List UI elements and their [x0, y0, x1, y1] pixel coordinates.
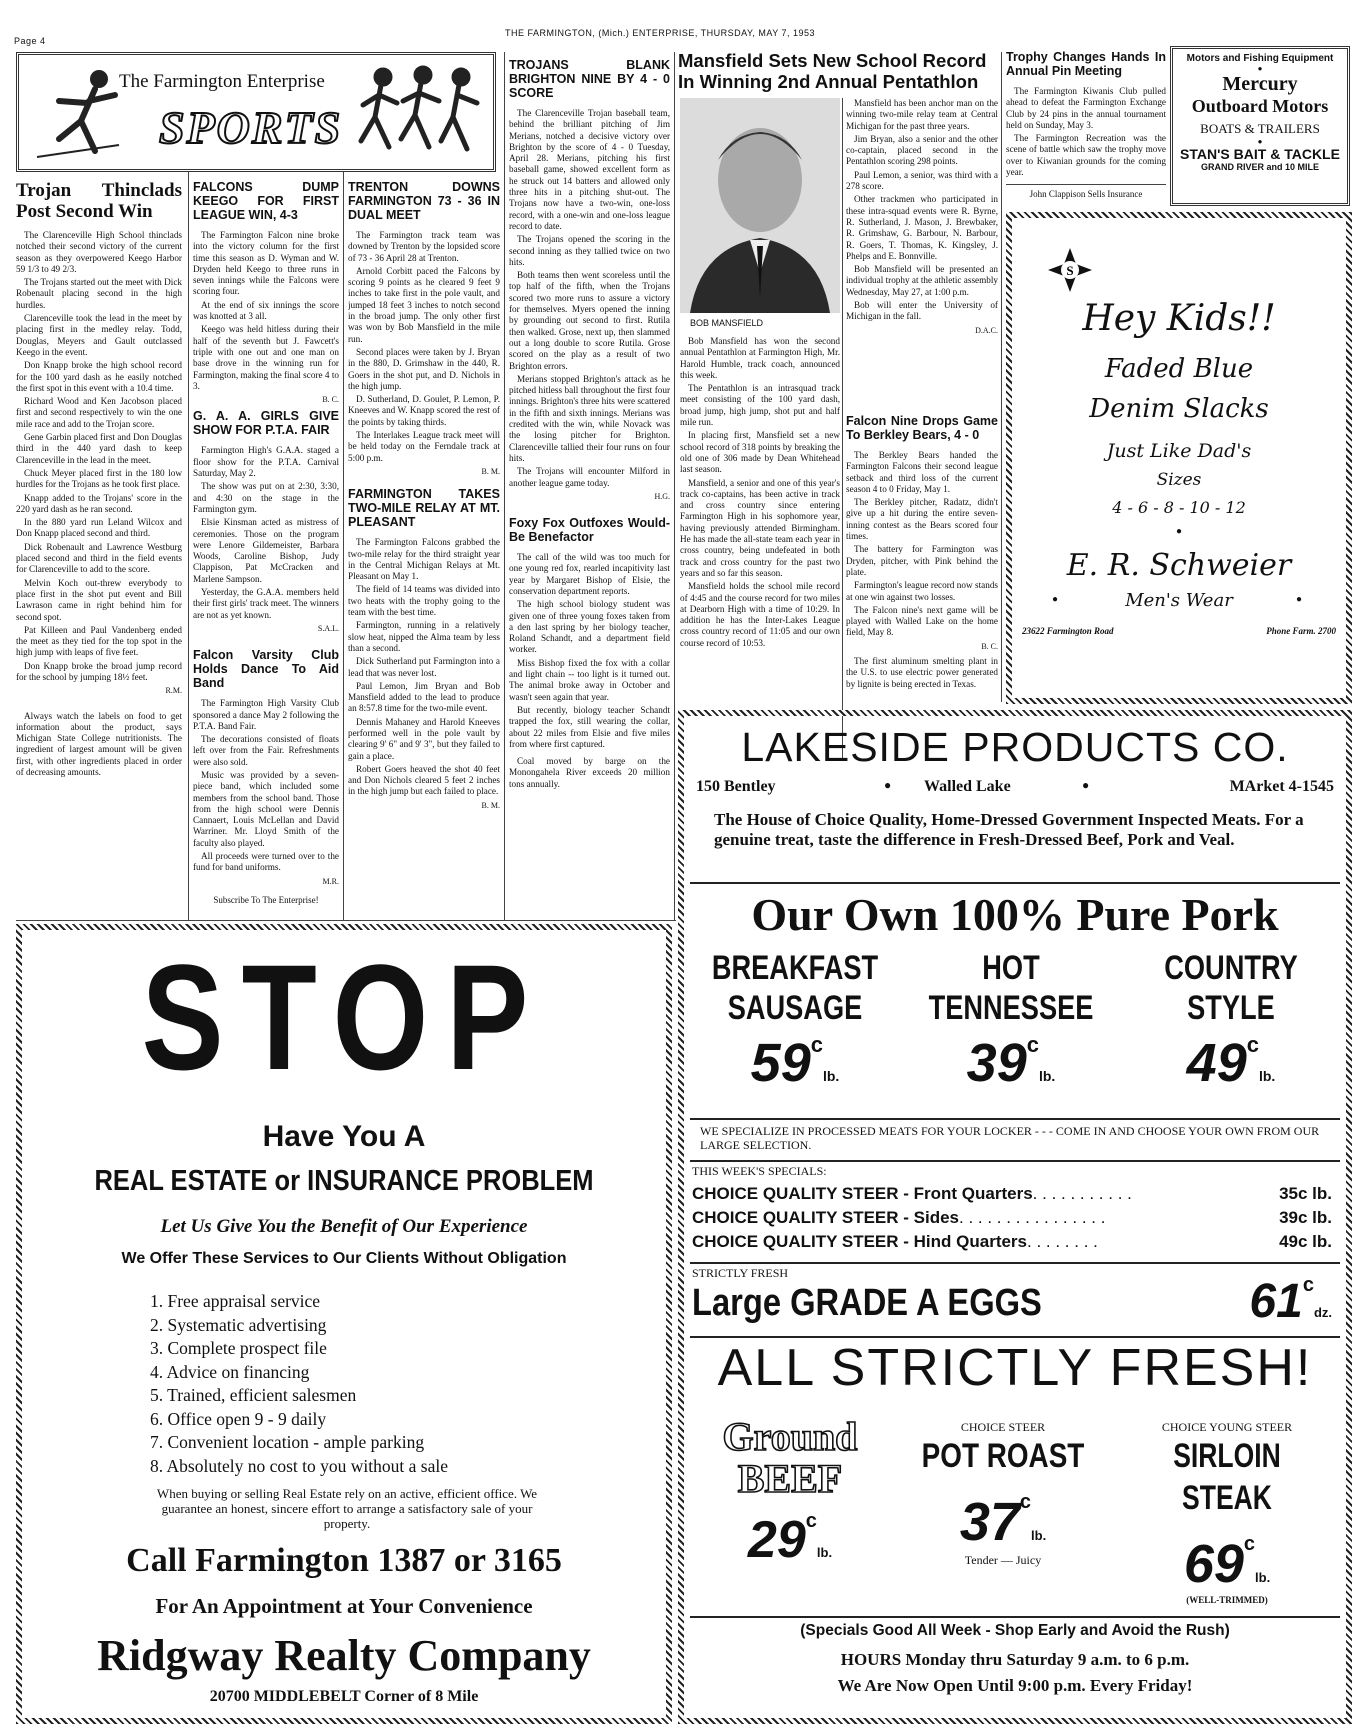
lakeside-specials: [692, 1182, 1332, 1254]
beef-unit: c: [805, 1510, 817, 1532]
ad-schweier-sizes: 4 - 6 - 8 - 10 - 12: [1112, 498, 1246, 517]
ad-mercury-shop: STAN'S BAIT & TACKLE: [1180, 146, 1340, 162]
bullet-icon: ●: [1082, 778, 1090, 792]
lakeside-footer2: HOURS Monday thru Saturday 9 a.m. to 6 p.m.: [840, 1650, 1190, 1669]
ad-schweier-hey: Hey Kids!!: [1082, 298, 1276, 339]
roast-note: Tender — Juicy: [964, 1553, 1042, 1567]
paragraph: The Clarenceville Trojan baseball team, behind the brilliant pitching of Jim Merians, notched a decisive victory over Brighton by the score of 4 - 0 Tuesday, April 28. Merians, pitching his first baseball game, showed excellent form as he struck out 14 batters and allowed only three hits in a pitching shut-out. The Trojans now have a two-win, one-loss record, with a one-win and one-loss league record to date.: [509, 108, 670, 231]
sports-logo-word: SPORTS: [159, 102, 343, 153]
byline: B. C.: [322, 395, 339, 405]
meat-item-price: 49: [1186, 1033, 1247, 1093]
headline-trojan-thinclads: Trojan Thinclads Post Second Win: [16, 180, 182, 222]
filler-paragraph: The first aluminum smelting plant in the U.S. to use electric power generated by lignite is being erected in Texas.: [846, 656, 998, 689]
paragraph: The Pentathlon is an intrasquad track meet consisting of the 100 yard dash, broad jump, high jump, shot put and half mile run.: [680, 383, 840, 428]
meat-item-per: lb.: [822, 1068, 840, 1084]
paragraph: The Farmington High Varsity Club sponsored a dance May 2 following the P.T.A. Band Fair.: [193, 698, 339, 731]
special-name: CHOICE QUALITY STEER - Front Quarters: [692, 1184, 1033, 1203]
ad-note: When buying or selling Real Estate rely on an active, efficient office. We guarantee an honest, sincere effort to arrange a satisfactory sale of your property.: [156, 1486, 538, 1531]
paragraph: Dick Robenault and Lawrence Westburg placed second and third in the field events for Clarenceville to add to the score.: [16, 541, 182, 575]
paragraph: Merians stopped Brighton's attack as he pitched hitless ball throughout the first four innings. Brighton's three hits were scattered in the fifth and sixth innings. Merians was credited with the win, while Novack was the losing pitcher for Brighton. Clarenceville tallied their four runs on four hits.: [509, 373, 670, 463]
service-item: 7. Convenient location - ample parking: [150, 1432, 425, 1452]
ad-mercury-top: Motors and Fishing Equipment: [1186, 53, 1334, 64]
portrait-illustration: [680, 98, 840, 313]
paragraph: The Berkley pitcher, Radatz, didn't give up a hit during the entire seven-inning contest as the Bears scored four times.: [846, 497, 998, 542]
egg-price-value: 61: [1249, 1275, 1303, 1328]
ad-ridgway-realty: [16, 924, 672, 1724]
roast-pre: CHOICE STEER: [960, 1420, 1046, 1434]
meat-item-per: lb.: [1258, 1068, 1276, 1084]
sirloin-pre: CHOICE YOUNG STEER: [1161, 1420, 1293, 1434]
lakeside-addr1: 150 Bentley: [696, 778, 776, 795]
roast-price: 37: [959, 1492, 1020, 1552]
lakeside-specials-title: THIS WEEK'S SPECIALS:: [692, 1164, 827, 1178]
svg-text:S: S: [1066, 263, 1074, 278]
paragraph: Mansfield, a senior and one of this year's track co-captains, has been active in track and cross country since entering Farmington High in his sophomore year, having previously attended Birmingham. He has made the all-state team each year in cross country, being undefeated in both track and cross country for the past two years and so far this season.: [680, 477, 840, 578]
paragraph: Dennis Mahaney and Harold Kneeves performed well in the pole vault by clearing 9' 6" and 9' 3", but they failed to gain a place.: [348, 716, 500, 761]
headline-trophy: Trophy Changes Hands In Annual Pin Meeting: [1006, 50, 1166, 78]
paragraph: The Trojans opened the scoring in the second inning as they tallied twice on two hits.: [509, 234, 670, 267]
roast-per: lb.: [1031, 1528, 1047, 1543]
byline: B. C.: [981, 641, 998, 651]
maltese-cross-logo: [1046, 246, 1094, 294]
ad-schweier-l4: Sizes: [1156, 470, 1202, 490]
ad-mercury-line2: Outboard Motors: [1191, 96, 1329, 116]
column-2: [193, 176, 339, 916]
runner-illustration: [29, 61, 139, 165]
paragraph: The Farmington Falcon nine broke into the victory column for the first time this season as D. Wyman and W. Dryden held Keego to three runs in seven innings while the Falcons were scoring four.: [193, 230, 339, 297]
paragraph: Farmington, running in a relatively slow heat, nipped the Alma team by less than a second.: [348, 620, 500, 653]
lakeside-tagline: The House of Choice Quality, Home-Dressed Government Inspected Meats. For a genuine treat, taste the difference in Fresh-Dressed Beef, Pork and Veal.: [714, 810, 1304, 849]
sirloin-unit: c: [1243, 1533, 1256, 1555]
special-row: [692, 1230, 1332, 1254]
roast-unit: c: [1019, 1491, 1032, 1513]
paragraph: Paul Lemon, Jim Bryan and Bob Mansfield added to the lead to produce an 8:57.8 time for the two-mile event.: [348, 680, 500, 714]
service-item: 2. Systematic advertising: [150, 1314, 327, 1335]
headline-falcon-nine-drops: Falcon Nine Drops Game To Berkley Bears, 4 - 0: [846, 414, 998, 442]
byline: M.R.: [322, 876, 339, 886]
ad-mercury-addr: GRAND RIVER and 10 MILE: [1200, 162, 1319, 172]
meat-item-unit: c: [810, 1032, 823, 1057]
service-item: 3. Complete prospect file: [150, 1338, 327, 1358]
byline: H.G.: [654, 491, 670, 501]
photo-bob-mansfield: [680, 98, 840, 313]
meat-item-line2: SAUSAGE: [727, 989, 863, 1027]
paragraph: Miss Bishop fixed the fox with a collar and light chain -- too light is it turned out. The animal broke away in October and wasn't seen again that year.: [509, 657, 670, 702]
paragraph: Arnold Corbitt paced the Falcons by scoring 9 points as he cleared 9 feet 9 inches to take first in the pole vault, and jumped 18 feet 3 inches to notch second in the broad jump. The only other first was won by Bob Mansfield in the mile run.: [348, 265, 500, 344]
service-item: 5. Trained, efficient salesmen: [150, 1385, 357, 1405]
paragraph: Farmington High's G.A.A. staged a floor show for the P.T.A. Carnival Saturday, May 2.: [193, 445, 339, 479]
paragraph: Other trackmen who participated in these intra-squad events were R. Byrne, R. Sutherland, J. Mason, J. Brewbaker, R. Grimshaw, G. Barbour, N. Barbour, R. Goers, T. Thomas, K. Kingsley, J. Phelps and E. Bonnville.: [846, 194, 998, 261]
bullet-icon: ●: [1052, 594, 1059, 605]
lakeside-addr2: Walled Lake: [924, 778, 1011, 795]
paragraph: Robert Goers heaved the shot 40 feet and Don Nichols cleared 5 feet 2 inches in the high jump but each failed to place.: [348, 763, 500, 797]
beef-price: 29: [747, 1511, 806, 1569]
filler-paragraph: Always watch the labels on food to get information about the product, says Michigan State College nutritionists. The ingredient of largest amount will be given first, with other ingredients placed in order of decreasing amounts.: [16, 710, 182, 778]
meat-item-unit: c: [1026, 1032, 1039, 1057]
paragraph: The field of 14 teams was divided into two heats with the trophy going to the team with the best time.: [348, 584, 500, 618]
paragraph: The Farmington Falcons grabbed the two-mile relay for the third straight year in the Central Michigan Relays at Mt. Pleasant on May 1.: [348, 537, 500, 582]
paragraph: The Berkley Bears handed the Farmington Falcons their second league setback and third loss of the current season 4 to 0 Friday, May 1.: [846, 450, 998, 494]
ad-q1: Have You A: [262, 1120, 426, 1153]
paragraph: Pat Killeen and Paul Vandenberg ended the meet as they tied for the top spot in the high jump with leaps of five feet.: [16, 624, 182, 658]
special-dots: . . . . . . . .: [1027, 1232, 1098, 1251]
lakeside-name: LAKESIDE PRODUCTS CO.: [741, 724, 1289, 770]
paragraph: Mansfield has been anchor man on the winning two-mile relay team at Central Michigan for the past three years.: [846, 98, 998, 131]
paragraph: Gene Garbin placed first and Don Douglas third in the 440 yard dash to keep Clarenceville in the lead in the meet.: [16, 432, 182, 465]
paragraph: Paul Lemon, a senior, was third with a 278 score.: [846, 169, 998, 192]
meat-item-ground-beef: [690, 1416, 890, 1570]
paragraph: Don Knapp broke the high school record for the 100 yard dash as he easily notched the first spot in this event with a 10.4 time.: [16, 360, 182, 393]
bullet-icon: ●: [1296, 594, 1303, 605]
meat-item-line2: TENNESSEE: [928, 989, 1094, 1027]
ad-services-list: [150, 1290, 448, 1478]
paragraph: Bob Mansfield will be presented an individual trophy at the athletic assembly Wednesday, May 27, at 1:00 p.m.: [846, 264, 998, 297]
paragraph: Bob will enter the University of Michigan in the fall.: [846, 300, 998, 322]
meat-item-line1: COUNTRY: [1164, 949, 1298, 987]
sports-logo-paper: The Farmington Enterprise: [119, 71, 325, 92]
lakeside-all-fresh: ALL STRICTLY FRESH!: [717, 1339, 1313, 1397]
sirloin-note: (WELL-TRIMMED): [1186, 1595, 1268, 1605]
ad-schweier-l2: Denim Slacks: [1089, 394, 1269, 424]
lakeside-pork-headline: Our Own 100% Pure Pork: [751, 889, 1279, 940]
bullet-icon: ●: [1257, 64, 1263, 73]
paragraph: Bob Mansfield has won the second annual Pentathlon at Farmington High, Mr. Harold Humble, track coach, announced this week.: [680, 336, 840, 380]
ad-appt: For An Appointment at Your Convenience: [155, 1594, 533, 1618]
ad-lakeside: [678, 710, 1352, 1724]
headline-trojans-blank-brighton: TROJANS BLANK BRIGHTON NINE BY 4 - 0 SCORE: [509, 58, 670, 100]
meat-item-sirloin: [1114, 1420, 1340, 1605]
special-price: 49c lb.: [1279, 1232, 1332, 1251]
headline-trenton-downs: TRENTON DOWNS FARMINGTON 73 - 36 IN DUAL MEET: [348, 180, 500, 222]
meat-item-per: lb.: [1038, 1068, 1056, 1084]
bullet-icon: ●: [1175, 526, 1183, 537]
paragraph: The Trojans started out the meet with Dick Robenault placing second in the high hurdles.: [16, 277, 182, 310]
paragraph: The Falcon nine's next game will be played with Walled Lake on the home field, May 8.: [846, 604, 998, 638]
ad-mercury: [1170, 46, 1350, 206]
meat-item-country: [1124, 948, 1338, 1094]
byline: B. M.: [481, 466, 500, 476]
paragraph: Dick Sutherland put Farmington into a lead that was never lost.: [348, 656, 500, 678]
ad-offer: We Offer These Services to Our Clients Without Obligation: [121, 1250, 567, 1267]
ad-q2: REAL ESTATE or INSURANCE PROBLEM: [94, 1165, 594, 1197]
beef-per: lb.: [816, 1545, 833, 1560]
special-price: 39c lb.: [1279, 1208, 1332, 1227]
subscribe-line: Subscribe To The Enterprise!: [213, 894, 319, 905]
lakeside-footer1: (Specials Good All Week - Shop Early and Avoid the Rush): [800, 1622, 1230, 1639]
paragraph: Richard Wood and Ken Jacobson placed first and second respectively to win the one mile race and add to the Trojan score.: [16, 396, 182, 429]
meat-item-pot-roast: [898, 1420, 1108, 1568]
relay-runners-illustration: [349, 61, 489, 165]
meat-item-line1: HOT: [982, 949, 1040, 987]
beef-line1: Ground: [722, 1414, 858, 1459]
special-name: CHOICE QUALITY STEER - Hind Quarters: [692, 1232, 1028, 1251]
ad-mercury-line3: BOATS & TRAILERS: [1200, 121, 1320, 136]
meat-item-unit: c: [1246, 1032, 1259, 1057]
paragraph: In the 880 yard run Leland Wilcox and Don Knapp placed second and third.: [16, 517, 182, 539]
paragraph: The show was put on at 2:30, 3:30, and 4:30 on the stage in the Farmington gym.: [193, 481, 339, 514]
paragraph: Chuck Meyer placed first in the 180 low hurdles for the Trojans as he took first place.: [16, 467, 182, 490]
byline: R.M.: [165, 686, 182, 696]
paragraph: Elsie Kinsman acted as mistress of ceremonies. Those on the program were Lenore Gildemeister, Barbara Woods, Caroline Bishop, Judy Clappison, Pat McCracken and Marlene Sampson.: [193, 517, 339, 584]
mansfield-col-a: [680, 336, 840, 736]
article-trojan-thinclads: [16, 176, 182, 916]
headline-two-mile-relay: FARMINGTON TAKES TWO-MILE RELAY AT MT. PLEASANT: [348, 487, 500, 530]
bullet-icon: ●: [884, 778, 892, 792]
meat-item-breakfast: [690, 948, 900, 1094]
paragraph: In placing first, Mansfield set a new school record of 318 points by breaking the old one of 306 made by Dean Whitehead last season.: [680, 430, 840, 475]
column-3: [348, 176, 500, 916]
article-falcon-nine-drops: [846, 410, 998, 710]
lakeside-eggs: Large GRADE A EGGS: [692, 1282, 1042, 1324]
paragraph: Clarenceville took the lead in the meet by placing first in the medley relay. Todd, Douglas, Meyers and Gault outclassed Keego in the event.: [16, 313, 182, 357]
byline: B. M.: [481, 800, 500, 810]
paragraph: Music was provided by a seven-piece band, which included some members from the school band. Those from the high school were Dennis Cannaert, Louis McLellan and David Warriner. Mr. Lloyd Smith of the faculty also played.: [193, 769, 339, 848]
article-trophy: [1006, 46, 1166, 206]
service-item: 6. Office open 9 - 9 daily: [150, 1408, 327, 1429]
paragraph: The Trojans will encounter Milford in another league game today.: [509, 466, 670, 488]
paragraph: Farmington's league record now stands at one win against two losses.: [846, 580, 998, 602]
paragraph: Keego was held hitless during their half of the seventh but J. Fawcett's triple with one out and one man on base drove in the winning run for Farmington, making the final score 4 to 3.: [193, 324, 339, 391]
paragraph: The high school biology student was given one of three young foxes taken from a den last spring by her biology teacher, Roland Schandt, and a department field worker.: [509, 599, 670, 655]
paragraph: Both teams then went scoreless until the top half of the fifth, when the Trojans scored two more runs to assure a victory for themselves. Myers opened the inning by grounding out second to first. Rutila then walked. Grose, next up, then slammed out a long double to score Rutila. Grose scored on the play as a result of two Brighton errors.: [509, 270, 670, 371]
paragraph: The Interlakes League track meet will be held today on the Ferndale track at 5:00 p.m.: [348, 430, 500, 463]
ad-stop: STOP: [141, 933, 547, 1101]
ad-schweier-wear: Men's Wear: [1125, 590, 1233, 611]
mansfield-col-b: [846, 98, 998, 398]
ad-company: Ridgway Realty Company: [97, 1631, 591, 1680]
ad-call: Call Farmington 1387 or 3165: [126, 1542, 562, 1579]
paragraph: Don Knapp broke the broad jump record for the school by jumping 18½ feet.: [16, 660, 182, 682]
sirloin-per: lb.: [1255, 1570, 1271, 1585]
ad-schweier-phone: Phone Farm. 2700: [1266, 626, 1336, 636]
egg-price: [1249, 1274, 1332, 1329]
paragraph: All proceeds were turned over to the fund for band uniforms.: [193, 851, 339, 873]
headline-falcons-dump-keego: FALCONS DUMP KEEGO FOR FIRST LEAGUE WIN, 4-3: [193, 180, 339, 222]
paragraph: At the end of six innings the score was knotted at 3 all.: [193, 299, 339, 322]
ad-schweier-l3: Just Like Dad's: [1106, 440, 1252, 462]
paragraph: Melvin Koch out-threw everybody to place first in the shot put event and Bill Lawrason came in right behind him for second spot.: [16, 577, 182, 622]
lakeside-fresh-label: STRICTLY FRESH: [692, 1266, 789, 1280]
service-item: 8. Absolutely no cost to you without a sale: [150, 1455, 448, 1476]
meat-item-price: 39: [966, 1033, 1027, 1093]
paragraph: Yesterday, the G.A.A. members held their first girls' track meet. The winners are not as yet known.: [193, 587, 339, 620]
service-item: 1. Free appraisal service: [150, 1291, 321, 1311]
meat-item-line1: BREAKFAST: [711, 949, 879, 987]
byline: D.A.C.: [975, 325, 998, 335]
meat-item-line2: STYLE: [1187, 989, 1275, 1027]
paragraph: Second places were taken by J. Bryan in the 880, D. Grimshaw in the 440, R. Goers in the shot put, and D. Nichols in the high jump.: [348, 346, 500, 391]
paragraph: But recently, biology teacher Schandt trapped the fox, still wearing the collar, about 22 miles from Elsie and five miles from where first captured.: [509, 704, 670, 749]
egg-price-unit: c: [1302, 1274, 1314, 1296]
ad-schweier: [1006, 212, 1352, 704]
paragraph: Mansfield holds the school mile record of 4:45 and the course record for two miles at Dearborn High with a time of 10:29. In addition he has the Inter-Lakes League cross country record of 11:05 and our own course record of 10:53.: [680, 581, 840, 648]
service-item: 4. Advice on financing: [150, 1361, 310, 1382]
ad-schweier-addr: 23622 Farmington Road: [1022, 626, 1114, 636]
paragraph: The Farmington Kiwanis Club pulled ahead to defeat the Farmington Exchange Club by 24 pins in the annual tournament held on Sunday, May 3.: [1006, 86, 1166, 130]
filler-paragraph: Coal moved by barge on the Monongahela River exceeds 20 million tons annually.: [509, 756, 670, 789]
insurance-ad: John Clappison Sells Insurance: [1006, 184, 1166, 200]
ad-mercury-brand: Mercury: [1222, 73, 1298, 95]
lakeside-footer3: We Are Now Open Until 9:00 p.m. Every Friday!: [837, 1676, 1193, 1695]
paragraph: The battery for Farmington was Dryden, pitcher, with Pink behind the plate.: [846, 544, 998, 577]
egg-price-per: dz.: [1313, 1305, 1332, 1320]
ad-schweier-name: E. R. Schweier: [1066, 548, 1292, 583]
paragraph: Knapp added to the Trojans' score in the 220 yard dash as he ran second.: [16, 492, 182, 514]
paragraph: The decorations consisted of floats left over from the Fair. Refreshments were also sold.: [193, 734, 339, 767]
special-dots: . . . . . . . . . . . . . . . .: [959, 1208, 1106, 1227]
paragraph: The Clarenceville High School thinclads notched their second victory of the current season as they overpowered Keego Harbor 59 1/3 to 49 2/3.: [16, 230, 182, 274]
lakeside-phone: MArket 4-1545: [1229, 778, 1334, 795]
special-name: CHOICE QUALITY STEER - Sides: [692, 1208, 960, 1227]
photo-caption: BOB MANSFIELD: [690, 318, 764, 328]
ad-schweier-l1: Faded Blue: [1104, 354, 1254, 384]
paragraph: The Farmington track team was downed by Trenton by the lopsided score of 73 - 36 April 28 at Trenton.: [348, 230, 500, 263]
beef-line2: BEEF: [737, 1456, 843, 1501]
paragraph: D. Sutherland, D. Goulet, P. Lemon, P. Kneeves and W. Knapp scored the rest of the points by taking thirds.: [348, 394, 500, 427]
headline-foxy-fox: Foxy Fox Outfoxes Would-Be Benefactor: [509, 516, 670, 545]
special-row: [692, 1206, 1332, 1230]
byline: S.A.L.: [317, 623, 339, 633]
special-row: [692, 1182, 1332, 1206]
column-4: [509, 54, 670, 916]
bullet-icon: ●: [1257, 137, 1263, 146]
headline-gaa-girls: G. A. A. GIRLS GIVE SHOW FOR P.T.A. FAIR: [193, 409, 339, 438]
roast-name: POT ROAST: [921, 1437, 1085, 1475]
lakeside-specialize: WE SPECIALIZE IN PROCESSED MEATS FOR YOUR LOCKER - - - COME IN AND CHOOSE YOUR OWN FROM OUR LARGE SELECTION.: [690, 1118, 1340, 1152]
paragraph: Jim Bryan, also a senior and the other co-captain, placed second in the Pentathlon scoring 298 points.: [846, 133, 998, 167]
page-header: THE FARMINGTON, (Mich.) ENTERPRISE, THURSDAY, MAY 7, 1953: [505, 28, 816, 38]
sirloin-name: SIRLOIN STEAK: [1173, 1437, 1281, 1517]
paragraph: The Farmington Recreation was the scene of battle which saw the trophy move over to Kiwanian grounds for the coming year.: [1006, 133, 1166, 178]
headline-varsity-club: Falcon Varsity Club Holds Dance To Aid Band: [193, 648, 339, 691]
meat-item-tennessee: [906, 948, 1116, 1094]
ad-addr: 20700 MIDDLEBELT Corner of 8 Mile: [209, 1688, 479, 1705]
meat-item-price: 59: [750, 1033, 811, 1093]
sirloin-price: 69: [1183, 1534, 1244, 1594]
special-dots: . . . . . . . . . . .: [1032, 1184, 1132, 1203]
special-price: 35c lb.: [1279, 1184, 1332, 1203]
ad-let: Let Us Give You the Benefit of Our Experience: [160, 1216, 528, 1237]
paragraph: The call of the wild was too much for one young red fox, rearled incapitivity last year by Margaret Bishop of Elsie, the conservation department reports.: [509, 552, 670, 596]
page-number: Page 4: [14, 36, 46, 46]
sports-logo-box: [16, 52, 496, 172]
headline-mansfield: Mansfield Sets New School Record In Winning 2nd Annual Pentathlon: [678, 50, 987, 92]
